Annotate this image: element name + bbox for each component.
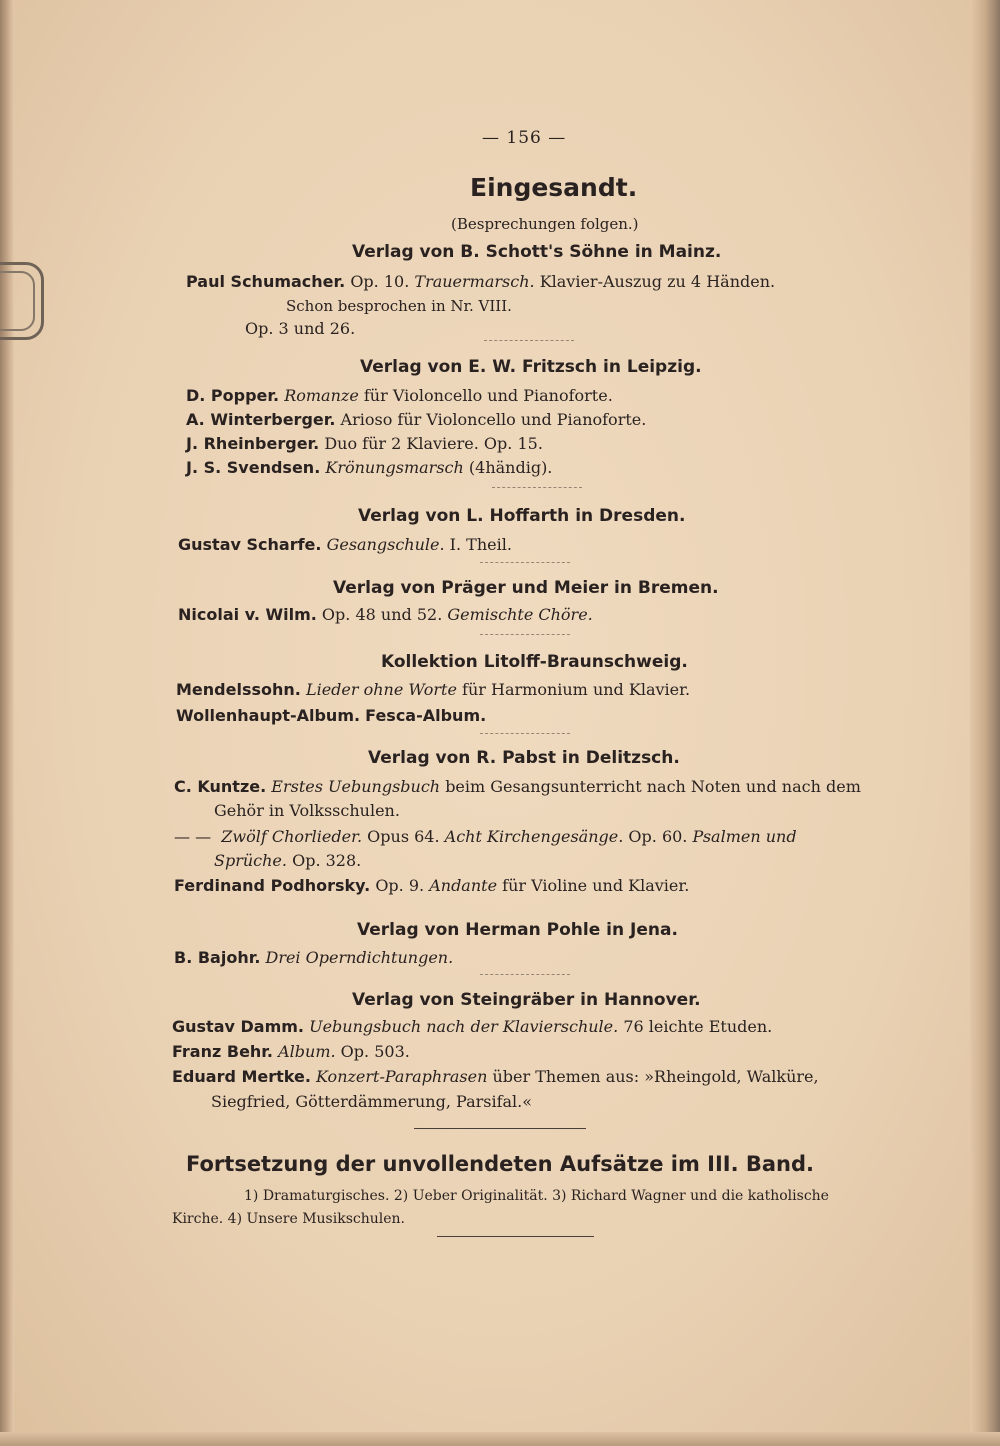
wavy-divider: [492, 487, 582, 492]
composer-name: Mendelssohn.: [176, 680, 301, 699]
publisher-heading: Verlag von Präger und Meier in Bremen.: [333, 578, 719, 598]
composer-name: B. Bajohr.: [174, 948, 261, 967]
entry-line: A. Winterberger. Arioso für Violoncello und Pianoforte.: [186, 410, 647, 429]
entry-line: — — Zwölf Chorlieder. Opus 64. Acht Kirchengesänge. Op. 60. Psalmen und: [174, 827, 797, 846]
publisher-heading: Verlag von R. Pabst in Delitzsch.: [368, 748, 680, 768]
page-edge-bottom: [0, 1432, 1000, 1446]
entry-line: Gustav Damm. Uebungsbuch nach der Klavierschule. 76 leichte Etuden.: [172, 1017, 773, 1036]
album-name: Fesca-Album.: [365, 706, 487, 725]
publisher-heading: Verlag von Steingräber in Hannover.: [352, 990, 701, 1010]
entry-line: Gustav Scharfe. Gesangschule. I. Theil.: [178, 535, 512, 554]
entry-line: Paul Schumacher. Op. 10. Trauermarsch. Klavier-Auszug zu 4 Händen.: [186, 272, 776, 291]
continuation-title: Fortsetzung der unvollendeten Aufsätze im III. Band.: [186, 1152, 815, 1176]
publisher-heading: Kollektion Litolff-Braunschweig.: [381, 652, 688, 672]
entry-line: B. Bajohr. Drei Operndichtungen.: [174, 948, 454, 967]
wavy-divider: [480, 974, 570, 979]
composer-name: J. Rheinberger.: [186, 434, 320, 453]
paper-clip-icon: [0, 262, 44, 340]
composer-name: Gustav Scharfe.: [178, 535, 322, 554]
entry-line: J. Rheinberger. Duo für 2 Klaviere. Op. 15.: [186, 434, 543, 453]
wavy-divider: [480, 733, 570, 738]
wavy-divider: [480, 634, 570, 639]
entry-line: Franz Behr. Album. Op. 503.: [172, 1042, 410, 1061]
page-subheading: (Besprechungen folgen.): [451, 215, 639, 233]
entry-line: J. S. Svendsen. Krönungsmarsch (4händig).: [186, 458, 553, 477]
entry-line: Ferdinand Podhorsky. Op. 9. Andante für Violine und Klavier.: [174, 876, 690, 895]
entry-continuation: Siegfried, Götterdämmerung, Parsifal.«: [211, 1092, 533, 1111]
page-heading: Eingesandt.: [470, 173, 638, 202]
composer-name: Gustav Damm.: [172, 1017, 304, 1036]
publisher-heading: Verlag von B. Schott's Söhne in Mainz.: [352, 242, 722, 262]
composer-name: J. S. Svendsen.: [186, 458, 321, 477]
entry-continuation: Schon besprochen in Nr. VIII.: [286, 297, 512, 315]
composer-name: A. Winterberger.: [186, 410, 336, 429]
wavy-divider: [480, 562, 570, 567]
publisher-heading: Verlag von Herman Pohle in Jena.: [357, 920, 678, 940]
continuation-list: 1) Dramaturgisches. 2) Ueber Originalität. 3) Richard Wagner und die katholische: [244, 1188, 829, 1204]
publisher-heading: Verlag von L. Hoffarth in Dresden.: [358, 506, 686, 526]
composer-name: Nicolai v. Wilm.: [178, 605, 317, 624]
composer-name: D. Popper.: [186, 386, 280, 405]
continuation-list: Kirche. 4) Unsere Musikschulen.: [172, 1211, 405, 1227]
entry-line: Op. 3 und 26.: [245, 319, 356, 338]
entry-line: Mendelssohn. Lieder ohne Worte für Harmonium und Klavier.: [176, 680, 691, 699]
entry-line: D. Popper. Romanze für Violoncello und Pianoforte.: [186, 386, 613, 405]
composer-name: C. Kuntze.: [174, 777, 267, 796]
entry-continuation: Sprüche. Op. 328.: [214, 851, 362, 870]
divider-rule: [414, 1128, 586, 1129]
book-spine-shadow: [0, 0, 14, 1446]
page-number: — 156 —: [482, 128, 567, 148]
composer-name: Ferdinand Podhorsky.: [174, 876, 371, 895]
entry-line: C. Kuntze. Erstes Uebungsbuch beim Gesangsunterricht nach Noten und nach dem: [174, 777, 861, 796]
composer-name: Paul Schumacher.: [186, 272, 346, 291]
publisher-heading: Verlag von E. W. Fritzsch in Leipzig.: [360, 357, 702, 377]
composer-name: Eduard Mertke.: [172, 1067, 311, 1086]
entry-line: [176, 706, 486, 726]
album-name: Wollenhaupt-Album.: [176, 706, 361, 725]
divider-rule: [437, 1236, 594, 1237]
entry-line: Nicolai v. Wilm. Op. 48 und 52. Gemischte Chöre.: [178, 605, 593, 624]
wavy-divider: [484, 340, 574, 345]
entry-line: Eduard Mertke. Konzert-Paraphrasen über Themen aus: »Rheingold, Walküre,: [172, 1067, 819, 1086]
entry-continuation: Gehör in Volksschulen.: [214, 801, 400, 820]
composer-name: Franz Behr.: [172, 1042, 273, 1061]
page-edge-right: [970, 0, 1000, 1446]
